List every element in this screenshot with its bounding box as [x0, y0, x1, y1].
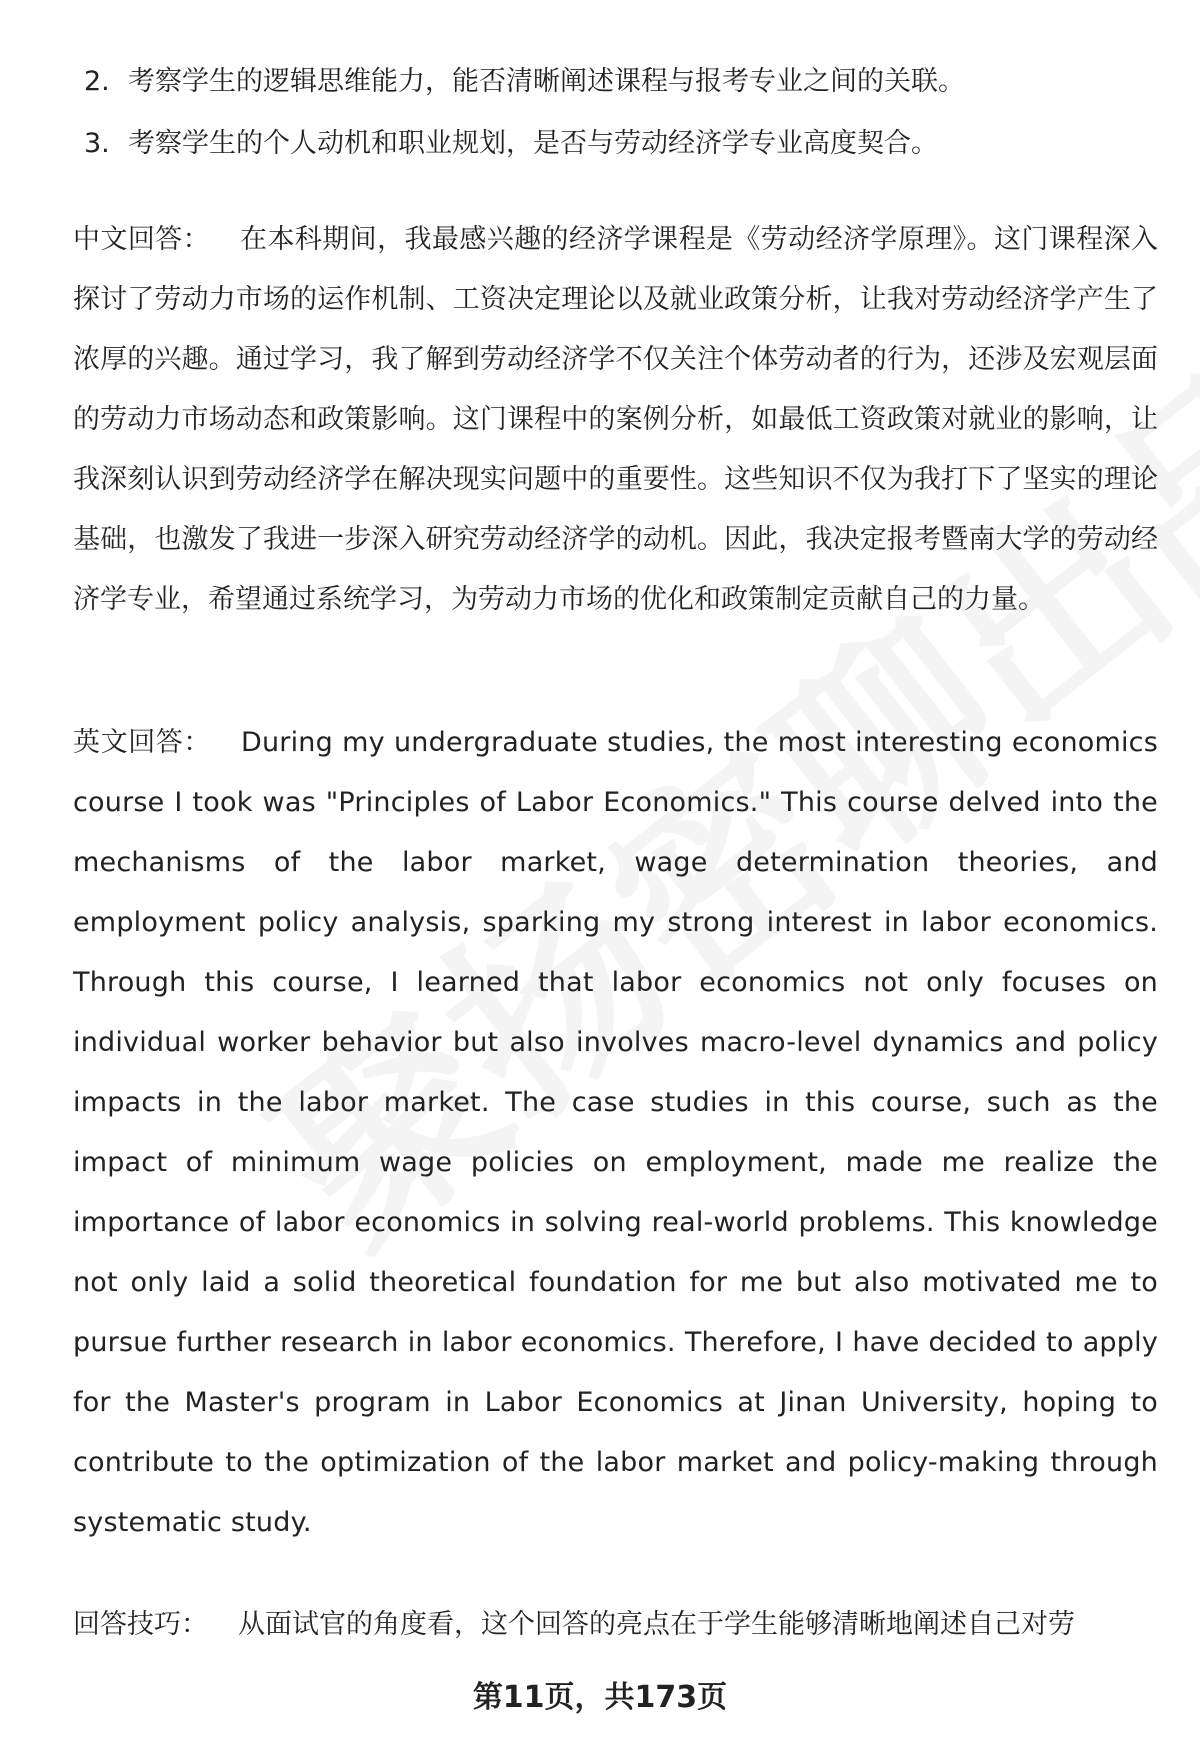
english-answer	[73, 713, 1158, 1553]
list-item	[84, 62, 1164, 124]
answer-tips-text: 从面试官的角度看，这个回答的亮点在于学生能够清晰地阐述自己对劳	[238, 1609, 1075, 1640]
list-item	[84, 124, 1164, 186]
criteria-list	[84, 62, 1164, 186]
answer-tips-label: 回答技巧：	[73, 1609, 208, 1640]
list-number: 2.	[84, 66, 110, 97]
chinese-answer-label: 中文回答：	[73, 224, 211, 255]
english-answer-label: 英文回答：	[73, 727, 211, 758]
chinese-answer	[73, 210, 1158, 630]
list-text: 考察学生的个人动机和职业规划，是否与劳动经济学专业高度契合。	[128, 128, 938, 159]
chinese-answer-text: 在本科期间，我最感兴趣的经济学课程是《劳动经济学原理》。这门课程深入探讨了劳动力市场的运作机制、工资决定理论以及就业政策分析，让我对劳动经济学产生了浓厚的兴趣。通过学习，我了解到劳动经济学不仅关注个体劳动者的行为，还涉及宏观层面的劳动力市场动态和政策影响。这门课程中的案例分析，如最低工资政策对就业的影响，让我深刻认识到劳动经济学在解决现实问题中的重要性。这些知识不仅为我打下了坚实的理论基础，也激发了我进一步深入研究劳动经济学的动机。因此，我决定报考暨南大学的劳动经济学专业，希望通过系统学习，为劳动力市场的优化和政策制定贡献自己的力量。	[73, 224, 1159, 615]
page-number: 第11页，共173页	[472, 1680, 728, 1715]
answer-tips	[73, 1595, 1158, 1655]
list-number: 3.	[84, 128, 110, 159]
list-text: 考察学生的逻辑思维能力，能否清晰阐述课程与报考专业之间的关联。	[128, 66, 965, 97]
english-answer-text: During my undergraduate studies, the most interesting economics course I took was "Principles of Labor Economics." This course delved into the mechanisms of the labor market, wage determination theories, and employment policy analysis, sparking my strong interest in labor economics. Through this course, I learned that labor economics not only focuses on individual worker behavior but also involves macro-level dynamics and policy impacts in the labor market. The case studies in this course, such as the impact of minimum wage policies on employment, made me realize the importance of labor economics in solving real-world problems. This knowledge not only laid a solid theoretical foundation for me but also motivated me to pursue further research in labor economics. Therefore, I have decided to apply for the Master's program in Labor Economics at Jinan University, hoping to contribute to the optimization of the labor market and policy-making through systematic study.	[73, 727, 1158, 1538]
